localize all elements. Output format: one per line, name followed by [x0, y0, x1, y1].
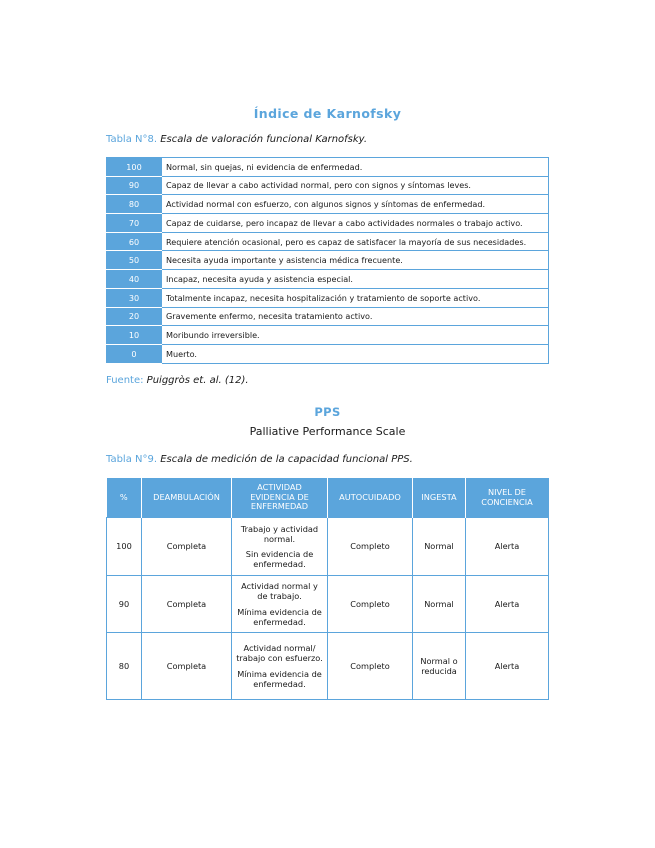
actividad-line-1: Trabajo y actividad normal. [240, 523, 319, 544]
score-cell: 100 [107, 158, 162, 177]
description-cell: Muerto. [162, 344, 549, 363]
actividad-line-1: Actividad normal y de trabajo. [241, 581, 318, 602]
table-row [107, 232, 549, 251]
actividad-line-2: Sin evidencia de enfermedad. [245, 549, 314, 570]
table-9-caption [106, 454, 413, 465]
table-row [107, 176, 549, 195]
actividad-cell [232, 576, 328, 633]
actividad-cell [232, 518, 328, 576]
description-cell: Totalmente incapaz, necesita hospitalización y tratamiento de soporte activo. [162, 288, 549, 307]
description-cell: Moribundo irreversible. [162, 326, 549, 345]
table-header-row [107, 478, 549, 518]
description-cell: Requiere atención ocasional, pero es capaz de satisfacer la mayoría de sus necesidades. [162, 232, 549, 251]
table-row [107, 518, 549, 576]
caption-label: Tabla N°9. [106, 454, 158, 465]
pps-subtitle: Palliative Performance Scale [249, 425, 406, 438]
table-row [107, 326, 549, 345]
table-row [107, 307, 549, 326]
description-cell: Incapaz, necesita ayuda y asistencia especial. [162, 270, 549, 289]
ingesta-cell: Normal o reducida [413, 633, 466, 700]
pps-title: PPS [314, 405, 341, 419]
deambulacion-cell: Completa [142, 633, 232, 700]
source-label: Fuente: [106, 375, 144, 386]
table-row [107, 158, 549, 177]
source-note [106, 375, 249, 386]
deambulacion-cell: Completa [142, 576, 232, 633]
table-row [107, 195, 549, 214]
table-row [107, 633, 549, 700]
score-cell: 10 [107, 326, 162, 345]
description-cell: Gravemente enfermo, necesita tratamiento activo. [162, 307, 549, 326]
header-deambulacion: DEAMBULACIÓN [142, 478, 232, 518]
karnofsky-table [106, 157, 549, 364]
description-cell: Capaz de cuidarse, pero incapaz de llevar a cabo actividades normales o trabajo activo. [162, 214, 549, 233]
percent-cell: 100 [107, 518, 142, 576]
percent-cell: 90 [107, 576, 142, 633]
table-row [107, 251, 549, 270]
caption-text: Escala de valoración funcional Karnofsky. [160, 134, 367, 145]
ingesta-cell: Normal [413, 518, 466, 576]
source-text: Puiggròs et. al. (12). [146, 375, 249, 386]
autocuidado-cell: Completo [328, 633, 413, 700]
actividad-line-2: Mínima evidencia de enfermedad. [237, 668, 322, 689]
score-cell: 40 [107, 270, 162, 289]
conciencia-cell: Alerta [466, 518, 549, 576]
score-cell: 30 [107, 288, 162, 307]
percent-cell: 80 [107, 633, 142, 700]
autocuidado-cell: Completo [328, 518, 413, 576]
description-cell: Necesita ayuda importante y asistencia médica frecuente. [162, 251, 549, 270]
caption-text: Escala de medición de la capacidad funcional PPS. [160, 454, 413, 465]
karnofsky-title: Índice de Karnofsky [253, 106, 402, 121]
deambulacion-cell: Completa [142, 518, 232, 576]
header-percent: % [107, 478, 142, 518]
score-cell: 80 [107, 195, 162, 214]
score-cell: 70 [107, 214, 162, 233]
score-cell: 60 [107, 232, 162, 251]
ingesta-cell: Normal [413, 576, 466, 633]
conciencia-cell: Alerta [466, 576, 549, 633]
caption-label: Tabla N°8. [106, 134, 158, 145]
pps-table [106, 478, 549, 700]
header-autocuidado: AUTOCUIDADO [328, 478, 413, 518]
table-row [107, 214, 549, 233]
actividad-cell [232, 633, 328, 700]
table-row [107, 270, 549, 289]
score-cell: 50 [107, 251, 162, 270]
description-cell: Actividad normal con esfuerzo, con algunos signos y síntomas de enfermedad. [162, 195, 549, 214]
header-conciencia: NIVEL DE CONCIENCIA [466, 478, 549, 518]
conciencia-cell: Alerta [466, 633, 549, 700]
score-cell: 90 [107, 176, 162, 195]
table-row [107, 288, 549, 307]
score-cell: 20 [107, 307, 162, 326]
actividad-line-2: Mínima evidencia de enfermedad. [237, 606, 322, 627]
description-cell: Capaz de llevar a cabo actividad normal, pero con signos y síntomas leves. [162, 176, 549, 195]
header-ingesta: INGESTA [413, 478, 466, 518]
actividad-line-1: Actividad normal/ trabajo con esfuerzo. [236, 643, 323, 664]
autocuidado-cell: Completo [328, 576, 413, 633]
table-8-caption [106, 134, 367, 145]
score-cell: 0 [107, 344, 162, 363]
table-row [107, 344, 549, 363]
description-cell: Normal, sin quejas, ni evidencia de enfermedad. [162, 158, 549, 177]
table-row [107, 576, 549, 633]
header-actividad: ACTIVIDAD EVIDENCIA DE ENFERMEDAD [232, 478, 328, 518]
